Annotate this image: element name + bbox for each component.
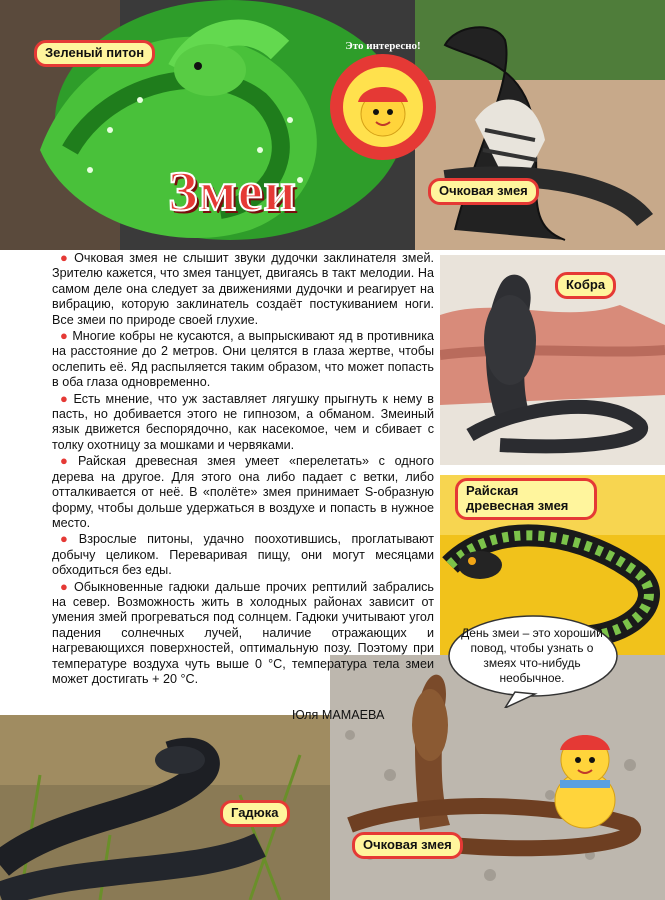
paragraph: ● Взрослые питоны, удачно поохотившись, проглатывают добычу целиком. Переваривая пищу, они могут месяцами обходиться без еды. — [52, 531, 434, 578]
cobra-label: Кобра — [555, 272, 616, 299]
bullet-icon: ● — [60, 390, 70, 406]
badge-text: Это интересно! — [345, 40, 421, 52]
article-text — [52, 250, 434, 687]
bullet-icon: ● — [60, 531, 75, 547]
spectacled-cobra-bottom-label: Очковая змея — [352, 832, 463, 859]
cobra-photo — [440, 255, 665, 465]
paragraph: ● Обыкновенные гадюки дальше прочих рептилий забрались на север. Возможность жить в холодных районах зависит от умения змей прогреваться под солнцем. Гадюки учитывают угол падения солнечных лучей, наличие отражающих и нагревающихся поверхностей, оптимальную позу. Поэтому при температуре воздуха чуть выше 0 °С, температура тела змеи может достигать + 20 °С. — [52, 578, 434, 686]
viper-label: Гадюка — [220, 800, 290, 827]
bullet-icon: ● — [60, 250, 71, 265]
paragraph: ● Очковая змея не слышит звуки дудочки заклинателя змей. Зрителю кажется, что змея танцует, двигаясь в такт мелодии. На самом деле она следует за движениями дудочки и реагирует на вибрацию, которую заклинатель создаёт постукиванием ноги. Все змеи по природе своей глухие. — [52, 250, 434, 327]
spectacled-cobra-top-photo — [415, 0, 665, 250]
author: Юля МАМАЕВА — [292, 708, 385, 722]
interesting-badge — [328, 52, 438, 162]
paragraph: ● Многие кобры не кусаются, а выпрыскивают яд в противника на расстояние до 2 метров. Они целятся в глаза жертве, чтобы ослепить её. Яд распыляется таким образом, что может попасть в оба глаза одновременно. — [52, 328, 434, 390]
mascot — [540, 720, 630, 830]
green-python-label: Зеленый питон — [34, 40, 155, 67]
paragraph: ● Есть мнение, что уж заставляет лягушку прыгнуть к нему в пасть, но добивается этого не гипнозом, а обманом. Змеиный язык движется беспорядочно, как насекомое, чем и сбивает с толку охотницу за мошками и червяками. — [52, 390, 434, 452]
paragraph: ● Райская древесная змея умеет «перелетать» с одного дерева на другое. Для этого она либо падает с ветки, либо отталкивается от неё. В «полёте» змея принимает S-образную форму, чтобы дольше удержаться в воздухе и попасть в нужное место. — [52, 453, 434, 530]
bullet-icon: ● — [60, 578, 70, 594]
bullet-icon: ● — [60, 328, 69, 344]
paradise-tree-snake-label: Райская древесная змея — [455, 478, 597, 520]
page-title: Змеи — [168, 161, 297, 223]
bullet-icon: ● — [60, 453, 75, 469]
speech-bubble-text: День змеи – это хороший повод, чтобы узнать о змеях что-нибудь необычное. — [461, 626, 603, 685]
spectacled-cobra-top-label: Очковая змея — [428, 178, 539, 205]
